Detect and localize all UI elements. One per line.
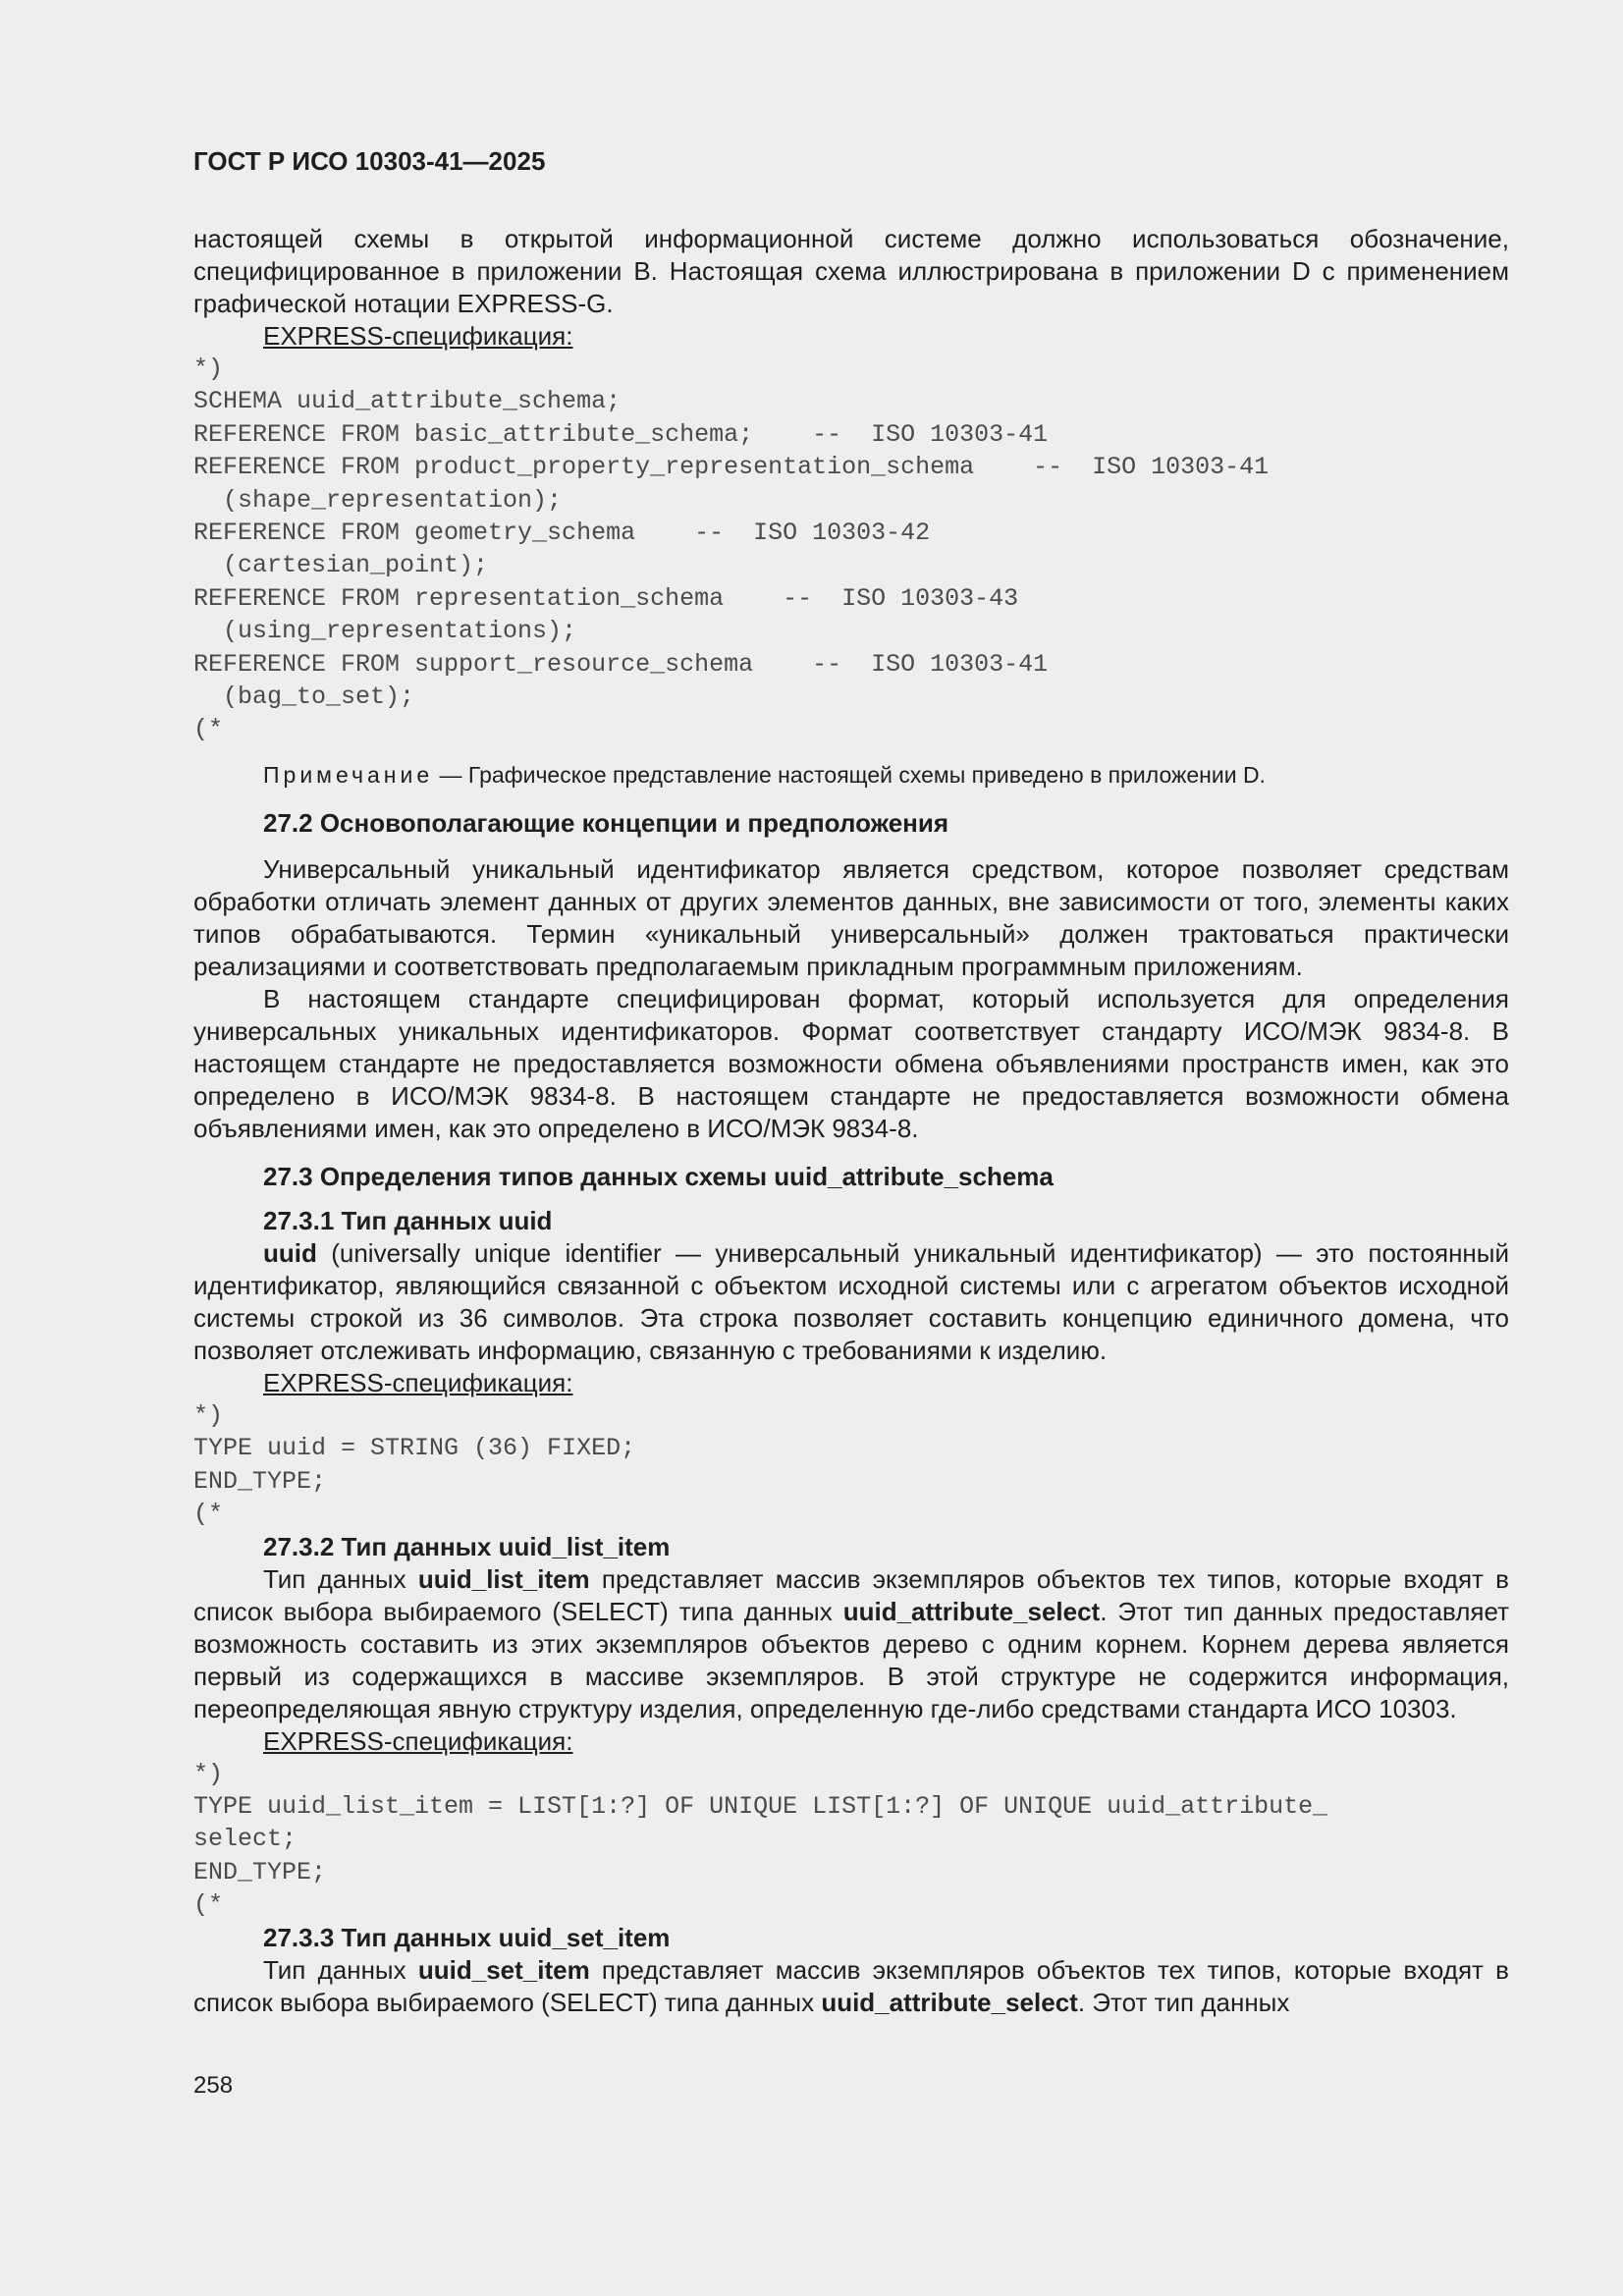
text-run: представляет массив экземпляров объектов тех типов, которые входят в список выбора выбираемого (SELECT) типа данных bbox=[193, 1954, 1509, 2017]
uuid-list-item-code-block: *) TYPE uuid_list_item = LIST[1:?] OF UNIQUE LIST[1:?] OF UNIQUE uuid_attribute_ select; END_TYPE; (* bbox=[193, 1759, 1328, 1920]
text-run: представляет массив экземпляров объектов тех типов, которые входят в список выбора выбираемого (SELECT) типа данных bbox=[193, 1563, 1509, 1626]
term-uuid: uuid bbox=[263, 1237, 317, 1268]
section-27-3-title: 27.3 Определения типов данных схемы uuid_attribute_schema bbox=[263, 1161, 1054, 1191]
section-27-2-title: 27.2 Основополагающие концепции и предположения bbox=[263, 807, 949, 838]
uuid-code-block: *) TYPE uuid = STRING (36) FIXED; END_TYPE; (* bbox=[193, 1400, 636, 1529]
term-uuid-attribute-select: uuid_attribute_select bbox=[821, 1987, 1078, 2017]
section-27-3-1-paragraph bbox=[193, 1237, 1509, 1367]
section-27-3-3-title: 27.3.3 Тип данных uuid_set_item bbox=[263, 1922, 671, 1952]
intro-paragraph: настоящей схемы в открытой информационной системе должно использоваться обозначение, специфицированное в приложении B. Настоящая схема иллюстрирована в приложении D с применением графической нотации EXPRESS-G. bbox=[193, 224, 1509, 318]
text-run: . Этот тип данных предоставляет возможность составить из этих экземпляров объектов дерево с одним корнем. Корнем дерева является первый из содержащихся в массиве экземпляров. В этой структуре не содержится информация, переопределяющая явную структуру изделия, определенную где-либо средствами стандарта ИСО 10303. bbox=[193, 1596, 1510, 1723]
note-dash: — bbox=[433, 761, 468, 788]
section-27-2-paragraph-2: В настоящем стандарте специфицирован формат, который используется для определения универсальных уникальных идентификаторов. Формат соответствует стандарту ИСО/МЭК 9834-8. В настоящем стандарте не предоставляется возможности обмена объявлениями пространств имен, как это определено в ИСО/МЭК 9834-8. В настоящем стандарте не предоставляется возможности обмена объявлениями имен, как это определено в ИСО/МЭК 9834-8. bbox=[193, 983, 1509, 1143]
page-number: 258 bbox=[193, 2072, 234, 2099]
note-text: Графическое представление настоящей схемы приведено в приложении D. bbox=[467, 761, 1266, 788]
section-27-3-3-paragraph bbox=[193, 1954, 1509, 2019]
term-uuid-attribute-select: uuid_attribute_select bbox=[842, 1596, 1101, 1626]
page-content bbox=[193, 145, 1509, 2019]
express-spec-label: EXPRESS-спецификация: bbox=[263, 1725, 573, 1756]
text-run: Тип данных bbox=[263, 1954, 418, 1985]
section-27-3-2-title: 27.3.2 Тип данных uuid_list_item bbox=[263, 1531, 671, 1561]
express-spec-label: EXPRESS-спецификация: bbox=[263, 321, 573, 351]
term-uuid-list-item: uuid_list_item bbox=[417, 1563, 590, 1594]
section-27-3-2-paragraph bbox=[193, 1563, 1509, 1725]
text-run: Тип данных bbox=[263, 1563, 418, 1594]
text-run: . Этот тип данных bbox=[1077, 1987, 1290, 2017]
express-spec-label: EXPRESS-спецификация: bbox=[263, 1367, 573, 1397]
note bbox=[263, 759, 1509, 792]
section-27-3-1-title: 27.3.1 Тип данных uuid bbox=[263, 1205, 553, 1235]
schema-code-block: *) SCHEMA uuid_attribute_schema; REFERENCE FROM basic_attribute_schema; -- ISO 10303-41 REFERENCE FROM product_property_representation_schema -- ISO 10303-41 (shape_representation); REFERENCE FROM geometry_schema -- ISO 10303-42 (cartesian_point); REFERENCE FROM representation_schema -- ISO 10303-43 (using_representations); REFERENCE FROM support_resource_schema -- ISO 10303-41 (bag_to_set); (* bbox=[193, 355, 1270, 744]
section-27-2-paragraph-1: Универсальный уникальный идентификатор является средством, которое позволяет средствам обработки отличать элемент данных от других элементов данных, вне зависимости от того, элементы каких типов обрабатываются. Термин «уникальный универсальный» должен трактоваться практически реализациями и соответствовать предполагаемым прикладным программным приложениям. bbox=[193, 853, 1509, 981]
document-header: ГОСТ Р ИСО 10303-41—2025 bbox=[193, 146, 546, 176]
term-uuid-set-item: uuid_set_item bbox=[417, 1954, 590, 1985]
uuid-definition: (universally unique identifier — универсальный уникальный идентификатор) — это постоянный идентификатор, являющийся связанной с объектом исходной системы или с агрегатом объектов исходной системы строкой из 36 символов. Эта строка позволяет составить концепцию единичного домена, что позволяет отслеживать информацию, связанную с требованиями к изделию. bbox=[193, 1237, 1509, 1365]
note-label: Примечание bbox=[263, 761, 434, 788]
